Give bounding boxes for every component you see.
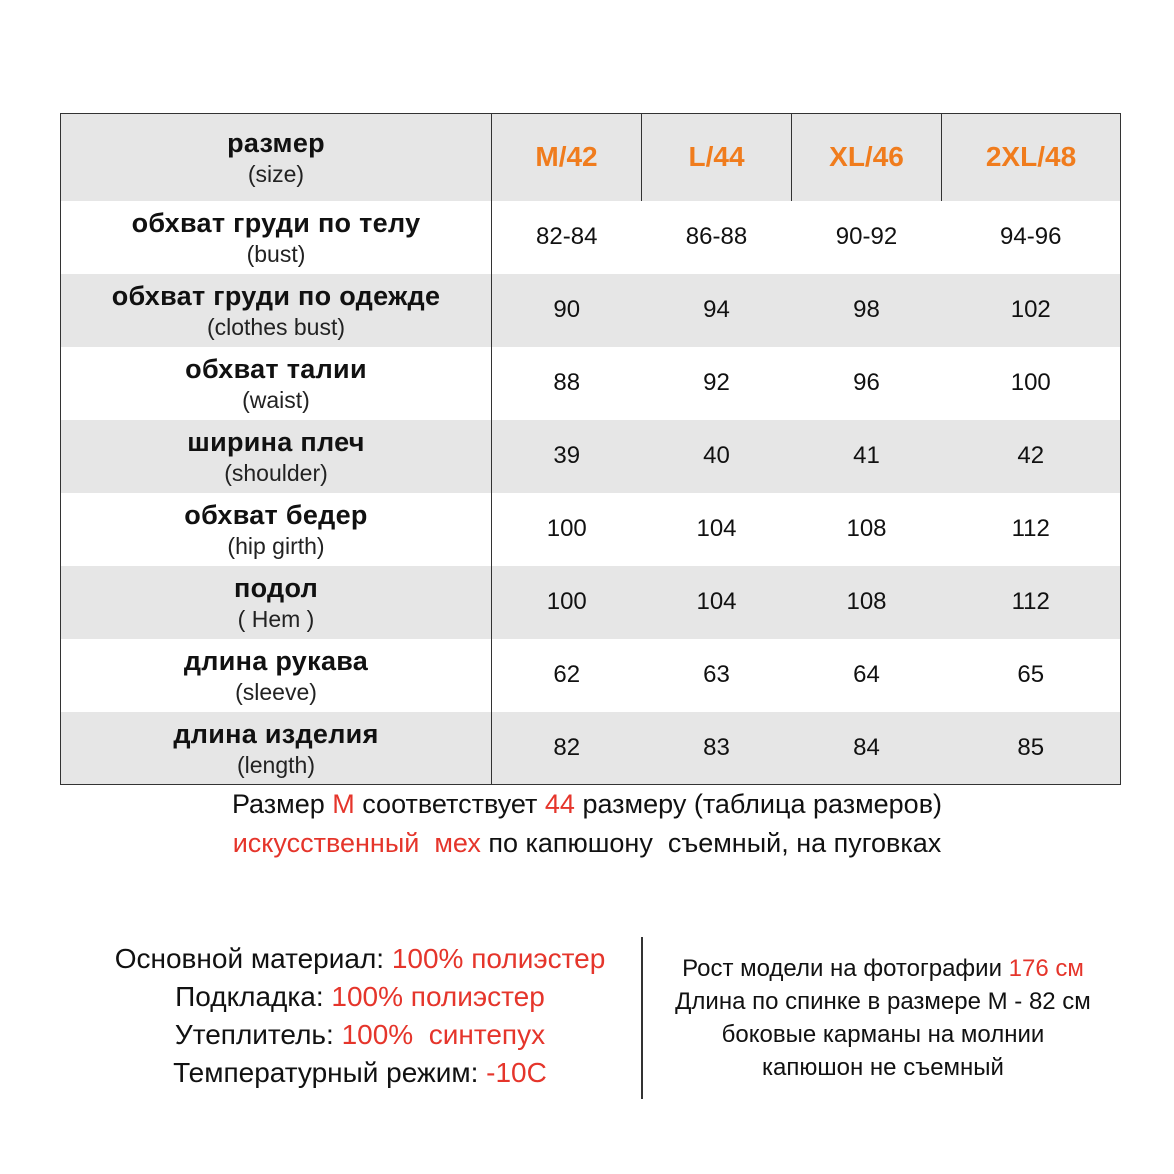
row-label-ru: подол bbox=[233, 573, 319, 603]
material-label: Температурный режим: bbox=[173, 1057, 487, 1088]
material-line bbox=[60, 978, 660, 1016]
header-label-ru: размер bbox=[227, 128, 325, 159]
row-label-cell bbox=[61, 347, 492, 420]
row-label-en: (waist) bbox=[242, 387, 310, 413]
table-row-hem bbox=[61, 566, 1121, 639]
material-line bbox=[60, 1016, 660, 1054]
table-cell: 63 bbox=[703, 661, 730, 688]
row-label-en: (clothes bust) bbox=[206, 314, 346, 340]
material-value: -10C bbox=[486, 1057, 547, 1088]
material-value: 100% синтепух bbox=[341, 1019, 546, 1050]
row-label-en: (shoulder) bbox=[224, 460, 328, 486]
row-label-ru: ширина плеч bbox=[187, 427, 365, 457]
table-cell: 41 bbox=[853, 442, 880, 469]
table-cell: 86-88 bbox=[685, 223, 748, 250]
table-row-sleeve bbox=[61, 639, 1121, 712]
size-correspondence-note bbox=[0, 786, 1174, 822]
row-label-en: (hip girth) bbox=[227, 533, 325, 559]
fur-note bbox=[0, 825, 1174, 861]
size-header-label: 2XL/48 bbox=[985, 141, 1077, 173]
row-label-cell bbox=[61, 493, 492, 566]
table-cell: 100 bbox=[1010, 369, 1051, 396]
table-cell: 39 bbox=[553, 442, 581, 469]
row-label-en: ( Hem ) bbox=[237, 606, 315, 632]
vertical-divider bbox=[641, 937, 643, 1099]
size-header-m bbox=[492, 114, 642, 201]
table-row-shoulder bbox=[61, 420, 1121, 493]
hood-line: капюшон не съемный bbox=[762, 1054, 1004, 1081]
fur-note-text: по капюшону съемный, на пуговках bbox=[480, 828, 942, 858]
note-size-m: M bbox=[332, 789, 355, 819]
row-label-cell bbox=[61, 201, 492, 274]
table-cell: 84 bbox=[853, 733, 880, 761]
table-cell: 100 bbox=[546, 515, 587, 542]
row-label-cell bbox=[61, 420, 492, 493]
materials-block bbox=[60, 940, 660, 1092]
back-length-line: Длина по спинке в размере M - 82 см bbox=[675, 988, 1091, 1015]
note-text: размеру (таблица размеров) bbox=[574, 789, 943, 819]
table-cell: 82-84 bbox=[536, 223, 598, 250]
table-row-waist bbox=[61, 347, 1121, 420]
material-line bbox=[60, 940, 660, 978]
size-header-l bbox=[642, 114, 792, 201]
table-cell: 100 bbox=[546, 588, 587, 615]
note-text: Размер bbox=[231, 789, 333, 819]
header-label-cell bbox=[61, 114, 492, 201]
table-cell: 42 bbox=[1017, 442, 1045, 469]
table-cell: 64 bbox=[853, 661, 880, 688]
model-height-line bbox=[645, 952, 1121, 985]
material-line bbox=[60, 1054, 660, 1092]
material-label: Утеплитель: bbox=[174, 1019, 342, 1050]
size-header-label: XL/46 bbox=[829, 141, 904, 173]
material-label: Подкладка: bbox=[175, 981, 332, 1012]
row-label-en: (bust) bbox=[246, 241, 306, 267]
model-info-block bbox=[645, 952, 1121, 1084]
material-label: Основной материал: bbox=[114, 943, 392, 974]
header-label-en: (size) bbox=[247, 161, 305, 188]
size-header-label: L/44 bbox=[688, 141, 745, 173]
note-text: соответствует bbox=[354, 789, 545, 819]
table-cell: 83 bbox=[703, 733, 730, 761]
row-label-ru: обхват груди по одежде bbox=[111, 281, 441, 311]
table-row-clothes-bust bbox=[61, 274, 1121, 347]
size-header-2xl bbox=[942, 114, 1121, 201]
table-cell: 94-96 bbox=[1000, 223, 1062, 250]
note-size-44: 44 bbox=[544, 789, 575, 819]
table-cell: 88 bbox=[553, 369, 581, 396]
table-row-bust bbox=[61, 201, 1121, 274]
table-cell: 82 bbox=[553, 733, 581, 761]
row-label-en: (length) bbox=[237, 751, 315, 778]
table-cell: 102 bbox=[1010, 296, 1051, 323]
pockets-line: боковые карманы на молнии bbox=[721, 1021, 1045, 1048]
model-height-value: 176 см bbox=[1008, 955, 1084, 982]
table-row-length bbox=[61, 712, 1121, 785]
model-height-label: Рост модели на фотографии bbox=[682, 955, 1009, 982]
table-cell: 90 bbox=[553, 296, 581, 323]
row-label-ru: длина рукава bbox=[183, 646, 369, 676]
row-label-ru: длина изделия bbox=[173, 718, 379, 749]
table-cell: 96 bbox=[853, 369, 880, 396]
table-cell: 62 bbox=[553, 661, 581, 688]
table-cell: 98 bbox=[853, 296, 880, 323]
table-cell: 104 bbox=[696, 515, 737, 542]
table-cell: 40 bbox=[703, 442, 730, 469]
row-label-cell bbox=[61, 274, 492, 347]
row-label-cell bbox=[61, 639, 492, 712]
material-value: 100% полиэстер bbox=[391, 943, 606, 974]
size-header-label: M/42 bbox=[535, 141, 598, 173]
table-cell: 108 bbox=[846, 515, 887, 542]
size-chart-table bbox=[60, 113, 1121, 785]
table-cell: 108 bbox=[846, 588, 887, 615]
row-label-ru: обхват бедер bbox=[184, 500, 368, 530]
table-header-row bbox=[61, 114, 1121, 201]
row-label-ru: обхват талии bbox=[185, 354, 367, 384]
table-row-hip-girth bbox=[61, 493, 1121, 566]
row-label-ru: обхват груди по телу bbox=[131, 208, 421, 238]
row-label-cell bbox=[61, 566, 492, 639]
size-header-xl bbox=[792, 114, 942, 201]
table-cell: 94 bbox=[703, 296, 730, 323]
fur-highlight: искусственный мех bbox=[232, 828, 481, 858]
row-label-en: (sleeve) bbox=[235, 679, 317, 705]
table-cell: 112 bbox=[1011, 588, 1050, 615]
table-cell: 85 bbox=[1017, 733, 1045, 761]
material-value: 100% полиэстер bbox=[331, 981, 545, 1012]
table-cell: 90-92 bbox=[835, 223, 898, 250]
table-cell: 65 bbox=[1017, 661, 1045, 688]
table-cell: 92 bbox=[703, 369, 730, 396]
table-cell: 104 bbox=[696, 588, 737, 615]
row-label-cell bbox=[61, 712, 492, 785]
table-cell: 112 bbox=[1011, 515, 1050, 542]
